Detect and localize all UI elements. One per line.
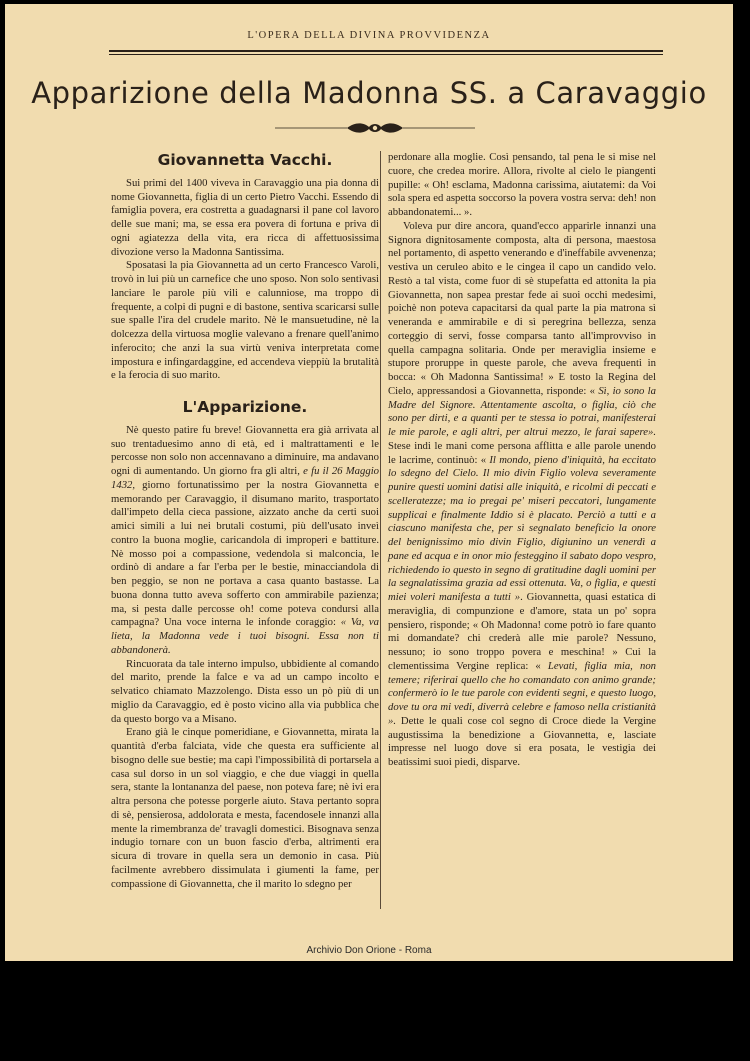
- text-run: Nè questo patire fu breve! Giovannetta era già arrivata al suo trentaduesimo anno di età, ed i maltrattamenti e le percosse non solo non accennavano a diminuire, ma andavano ogni dì aumentando. Un giorno fra gli altri,: [111, 423, 379, 477]
- text-run: giorno fortunatissimo per la nostra Giovannetta e memorando per Caravaggio, il disumano marito, trasportato dall'impeto della cieca passione, aizzato anche da certi suoi amici simili a lui nei brutali costumi, più dell'usato inveì contro la buona moglie, caricandola di improperi e battiture. Nè mosso poi a compassione, vedendola sì malconcia, le ordinò di andare a far l'erba per le bestie, minacciandola di ben peggio, se non ne portava a casa quanto bastasse. La buona donna tutto aveva sofferto con ammirabile pazienza; ma, si pesta dalle percosse oh! come poteva condursi alla campagna? Una voce interna le infonde coraggio:: [111, 478, 379, 629]
- column-left: [111, 150, 379, 891]
- header-rule-thin: [109, 54, 663, 55]
- archive-footer: Archivio Don Orione - Roma: [306, 945, 432, 956]
- paragraph-continued: perdonare alla moglie. Così pensando, tal pena le si mise nel cuore, che credea morire. Allora, rivolte al cielo le piangenti pupille: « Oh! esclama, Madonna carissima, aiutatemi: da Voi sola spera ed aspetta soccorso la povera vostra serva: deh! non abbandonatemi... ».: [388, 151, 656, 218]
- quote-text: « Va, va lieta, la Madonna vede i tuoi bisogni. Essa non ti abbandonerà.: [111, 616, 380, 656]
- paragraph: Sui primi del 1400 viveva in Caravaggio una pia donna di nome Giovannetta, figlia di un certo Pietro Vacchi. Essendo di famiglia povera, era costretta a guadagnarsi il pane col lavoro delle sue mani; ma, se essa era povera di fortuna e priva di ogni agiatezza della vita, era ricca di affettuosissima divozione verso la Madonna Santissima.: [111, 176, 379, 258]
- header-rule: [109, 50, 663, 52]
- ornament-divider: [275, 120, 475, 136]
- column-right: [388, 151, 656, 770]
- text-run: Voleva pur dire ancora, quand'ecco apparirle innanzi una Signora dignitosamente composta, alta di persona, maestosa nel portamento, di aspetto venerando e d'ineffabile avvenenza; vestiva un ceruleo abito e le cingea il capo un candido velo. Restò a tal vista, come fuor di sè stupefatta ed attonita la pia Giovannetta, non sapea prestar fede ai suoi occhi medesimi, poichè non poteva capacitarsi da qual parte la pia matrona sì veneranda e ammirabile e di sì peregrina bellezza, senza corteggio di servi, fosse comparsa tanto all'improvviso in quella campagna solitaria. Onde per meraviglia insieme e stupore proruppe in queste parole, che aveva frequenti in bocca: « Oh Madonna Santissima! » E tosto la Regina del Cielo, appressandosi a Giovannetta, risponde: «: [388, 219, 656, 397]
- text-run: Stese indi le mani come persona afflitta e alle parole unendo le lacrime, continuò: «: [388, 439, 656, 466]
- paragraph: [388, 220, 656, 770]
- date-text: e fu il 26 Maggio 1432,: [111, 465, 380, 491]
- section-heading-apparizione: L'Apparizione.: [182, 398, 308, 416]
- page-title: Apparizione della Madonna SS. a Caravaggio: [31, 76, 707, 110]
- paragraph: Sposatasi la pia Giovannetta ad un certo Francesco Varoli, trovò in lui più un carnefice che uno sposo. Non solo sentivasi lanciare le parole più vili e calunniose, ma troppo di frequente, a colpi di pugni e di bastone, sentiva scaricarsi sulle sue spalle l'ira del crudele marito. Nè le mansuetudine, nè la dolcezza della virtuosa moglie valevano a frenare quell'animo inferocito; che anzi la sua virtù veniva interpretata come impostura e infingardaggine, ed accendeva vieppiù la brutalità e la ferocia di suo marito.: [111, 259, 379, 382]
- quote-text: Il mondo, pieno d'iniquità, ha eccitato lo sdegno del Cielo. Il mio divin Figlio voleva severamente punire questi uomini datisi alle iniquità, e ricolmi di peccati e scelleratezze; ma io pregai pe' miseri peccatori, lungamente supplicai e finalmente Iddio si è placato. Perciò a tutti e a ciascuno manifesta che, per sì segnalato beneficio la onore del benignissimo mio divin Figlio, digiunino un venerdì a pane ed acqua e in onor mio festeggino il sabato dopo vespro, richiedendo io questo in segno di gratitudine dagli uomini per la segnalatissima grazia ad essi ottenuta. Va, o figlia, e questi miei voleri manifesta a tutti »: [388, 453, 657, 603]
- paragraph: Erano già le cinque pomeridiane, e Giovannetta, mirata la quantità d'erba falciata, vide che questa era sufficiente al bisogno delle sue bestie; ma capì l'impossibilità di portarsela a casa sul dorso in un sol viaggio, e che due viaggi in quella sera, stante la lontananza del paese, non poteva fare; nè ivi era altra persona che potesse porgerle aiuto. Stava pertanto sopra di sè, pensierosa, addolorata e mesta, facendosele innanzi alla mente la rimembranza de' travagli domestici. Bisognava senza indugio tornare con un buon fascio d'erba, altrimenti era sicura di trovare in quella sera un demonio in casa. Più facilmente avrebbero dissimulata i giumenti la fame, per compassione di Giovannetta, che il marito lo sdegno per: [111, 726, 379, 890]
- running-head: L'OPERA DELLA DIVINA PROVVIDENZA: [247, 30, 491, 41]
- paragraph: [111, 424, 379, 658]
- paragraph: Rincuorata da tale interno impulso, ubbidiente al comando del marito, prende la falce e va ad un campo incolto e selvatico chiamato Mazzolengo. Dista esso un pò più di un miglio da Caravaggio, ed è posto vicino alla via pubblica che da questo borgo va a Misano.: [111, 657, 379, 725]
- document-page: [5, 4, 733, 961]
- section-heading-giovannetta: Giovannetta Vacchi.: [157, 151, 333, 169]
- quote-text: Sì, io sono la Madre del Signore. Attentamente ascolta, o figlia, ciò che sono per dirti, e a quanti per te stessa io potrai, manifesterai le mie parole, e agli altri, per altrui mezzo, le farai sapere».: [388, 384, 656, 438]
- quote-text: Levati, figlia mia, non temere; riferirai quello che ho comandato con animo grande; confermerò io le tue parole con evidenti segni, e questo luogo, dove tu ora mi vedi, diverrà celebre e famoso nella cristianità ».: [388, 659, 657, 727]
- text-run: Dette le quali cose col segno di Croce diede la Vergine augustissima la benedizione a Giovannetta, e, lasciate impresse nel luogo dove si era posata, le vestigia dei beatissimi suoi piedi, disparve.: [388, 714, 656, 768]
- text-run: . Giovannetta, quasi estatica di meraviglia, di compunzione e d'amore, stata un po' sopra pensiero, risponde; « Oh Madonna! come potrò io fare quanto mi domandate? chi crederà alle mie parole? Nessuno, nessuno; io sono troppo povera e meschina! » Cui la clementissima Vergine replica: «: [388, 591, 656, 672]
- column-divider: [380, 151, 381, 909]
